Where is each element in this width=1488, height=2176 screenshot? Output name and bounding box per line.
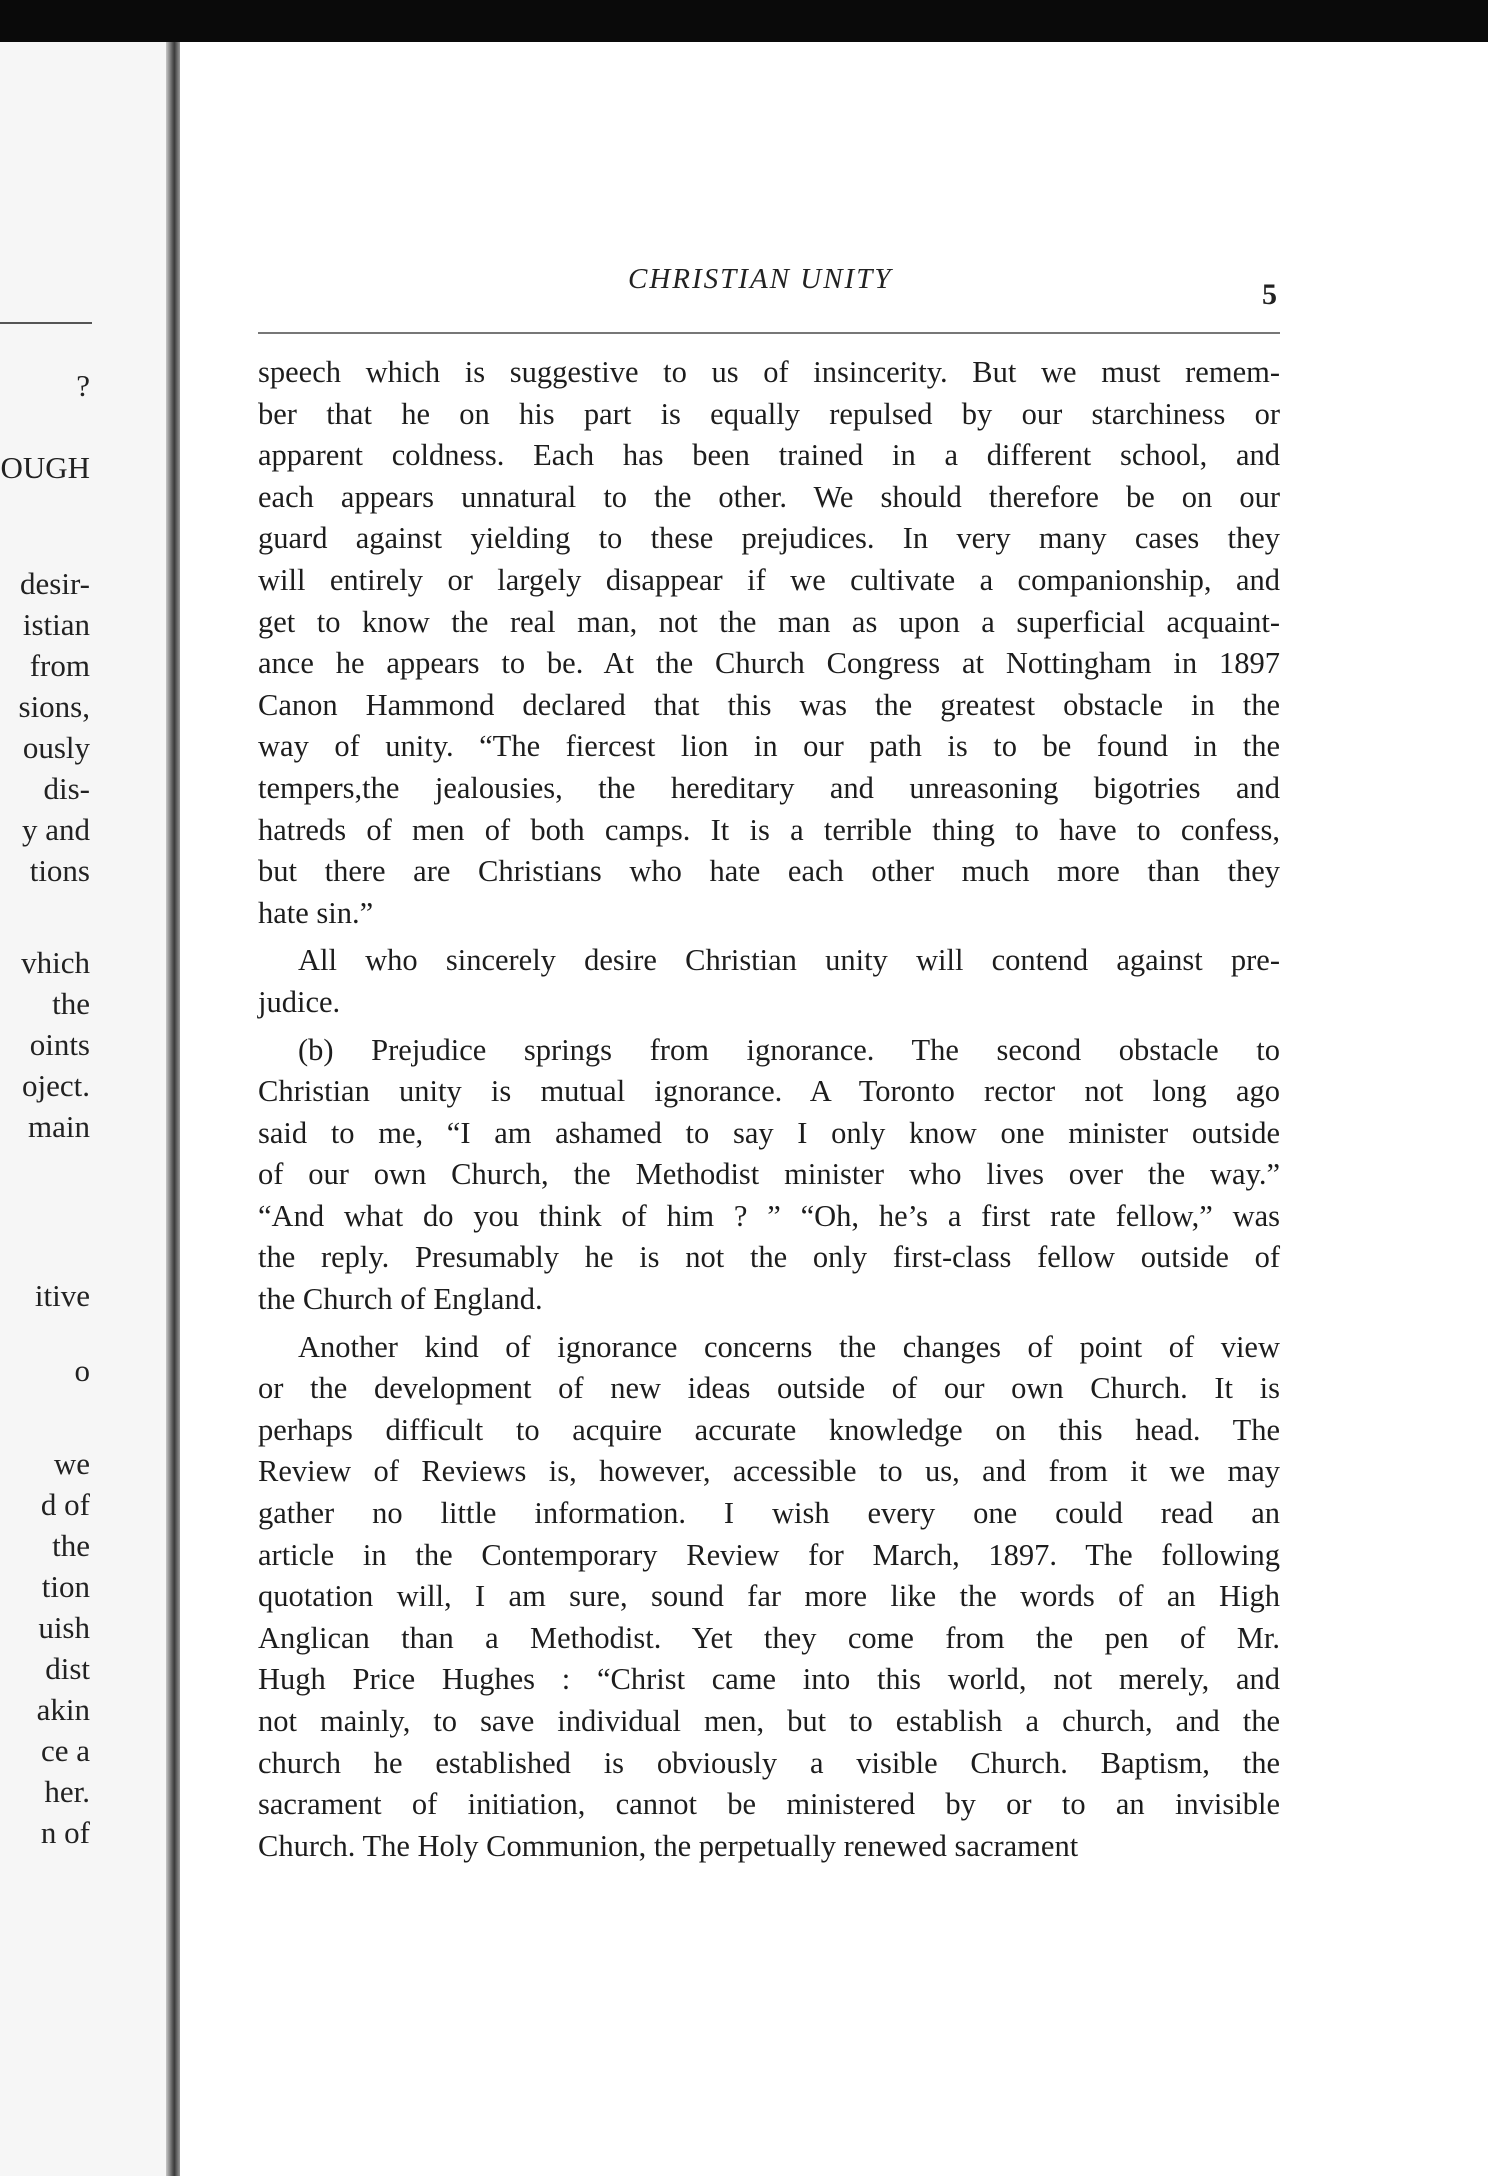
text-line: guard against yielding to these prejudices. In very many cases they (258, 521, 1280, 556)
left-page-fragment: ce a (40, 1733, 90, 1768)
left-page-fragment: tions (29, 853, 90, 888)
text-line: tempers,the jealousies, the hereditary and unreasoning bigotries and (258, 770, 1280, 805)
text-line: article in the Contemporary Review for March, 1897. The following (258, 1537, 1280, 1572)
text-line: (b) Prejudice springs from ignorance. The second obstacle to (298, 1032, 1280, 1067)
left-page-fragment: the (52, 986, 90, 1021)
paragraph (258, 352, 1280, 934)
book-gutter (166, 42, 180, 2176)
running-header: CHRISTIAN UNITY (628, 263, 893, 295)
body-text (258, 352, 1280, 1867)
text-line: or the development of new ideas outside of our own Church. It is (258, 1371, 1280, 1406)
text-line: quotation will, I am sure, sound far more like the words of an High (258, 1579, 1280, 1614)
text-line: ance he appears to be. At the Church Congress at Nottingham in 1897 (258, 646, 1280, 681)
text-line: “And what do you think of him ? ” “Oh, he’s a first rate fellow,” was (258, 1198, 1280, 1233)
text-line: Another kind of ignorance concerns the changes of point of view (298, 1329, 1280, 1364)
left-page-fragment: her. (44, 1774, 90, 1809)
text-line: hate sin.” (258, 895, 374, 930)
text-line: of our own Church, the Methodist minister who lives over the way.” (258, 1157, 1280, 1192)
left-page-fragment: desir- (20, 566, 90, 601)
left-page-fragment: dist (45, 1651, 90, 1686)
text-line: Hugh Price Hughes : “Christ came into this world, not merely, and (258, 1662, 1280, 1697)
text-line: judice. (258, 984, 341, 1019)
left-page-fragment: main (28, 1109, 90, 1144)
left-page-fragment: tion (41, 1569, 90, 1604)
text-line: hatreds of men of both camps. It is a terrible thing to have to confess, (258, 812, 1280, 847)
text-line: apparent coldness. Each has been trained in a different school, and (258, 438, 1280, 473)
text-line: each appears unnatural to the other. We should therefore be on our (258, 479, 1280, 514)
text-line: will entirely or largely disappear if we cultivate a companionship, and (258, 562, 1280, 597)
text-line: All who sincerely desire Christian unity will contend against pre- (298, 943, 1280, 978)
left-page-fragment: dis- (43, 771, 90, 806)
text-line: Christian unity is mutual ignorance. A Toronto rector not long ago (258, 1074, 1280, 1109)
text-line: gather no little information. I wish every one could read an (258, 1496, 1280, 1531)
left-page-fragment: from (29, 648, 90, 683)
left-page-fragment: OUGH (0, 450, 90, 485)
text-line: church he established is obviously a visible Church. Baptism, the (258, 1745, 1280, 1780)
page-number: 5 (1262, 278, 1277, 311)
text-line: Canon Hammond declared that this was the greatest obstacle in the (258, 687, 1280, 722)
paragraph (258, 1030, 1280, 1321)
left-page-fragment: we (53, 1446, 90, 1481)
left-page-fragment: oject. (22, 1068, 90, 1103)
left-page-fragment: oints (29, 1027, 90, 1062)
paragraph (258, 1327, 1280, 1868)
text-line: the Church of England. (258, 1282, 543, 1317)
text-line: get to know the real man, not the man as upon a superficial acquaint- (258, 604, 1280, 639)
text-line: not mainly, to save individual men, but to establish a church, and the (258, 1704, 1280, 1738)
header-rule (258, 332, 1280, 334)
left-page-fragment: ? (76, 368, 90, 403)
left-page-fragment: itive (34, 1278, 90, 1313)
left-page-fragment: akin (36, 1692, 90, 1727)
text-line: sacrament of initiation, cannot be ministered by or to an invisible (258, 1787, 1280, 1822)
left-page-fragment: d of (40, 1487, 90, 1522)
left-page-fragment: vhich (21, 945, 90, 980)
text-line: way of unity. “The fiercest lion in our path is to be found in the (258, 729, 1280, 764)
text-line: ber that he on his part is equally repulsed by our starchiness or (258, 396, 1280, 431)
left-page-fragment: sions, (18, 689, 90, 724)
scan-top-border (0, 0, 1488, 42)
text-line: Church. The Holy Communion, the perpetually renewed sacrament (258, 1828, 1079, 1863)
text-line: perhaps difficult to acquire accurate knowledge on this head. The (258, 1412, 1280, 1447)
text-line: but there are Christians who hate each other much more than they (258, 854, 1280, 889)
left-page-fragment: istian (22, 607, 90, 642)
left-page-fragment: n of (40, 1815, 90, 1850)
text-line: Anglican than a Methodist. Yet they come from the pen of Mr. (258, 1620, 1280, 1655)
text-line: Review of Reviews is, however, accessible to us, and from it we may (258, 1454, 1280, 1489)
left-page-fragment: ously (22, 730, 90, 765)
left-page-fragment: o (74, 1353, 90, 1388)
text-line: speech which is suggestive to us of insincerity. But we must remem- (258, 355, 1280, 389)
text-line: said to me, “I am ashamed to say I only know one minister outside (258, 1115, 1280, 1150)
left-page-fragment: uish (38, 1610, 90, 1645)
left-page-fragment: the (52, 1528, 90, 1563)
text-line: the reply. Presumably he is not the only first-class fellow outside of (258, 1240, 1280, 1275)
left-page-fragment: y and (21, 812, 90, 847)
paragraph (258, 940, 1280, 1023)
left-page-rule (0, 322, 92, 324)
